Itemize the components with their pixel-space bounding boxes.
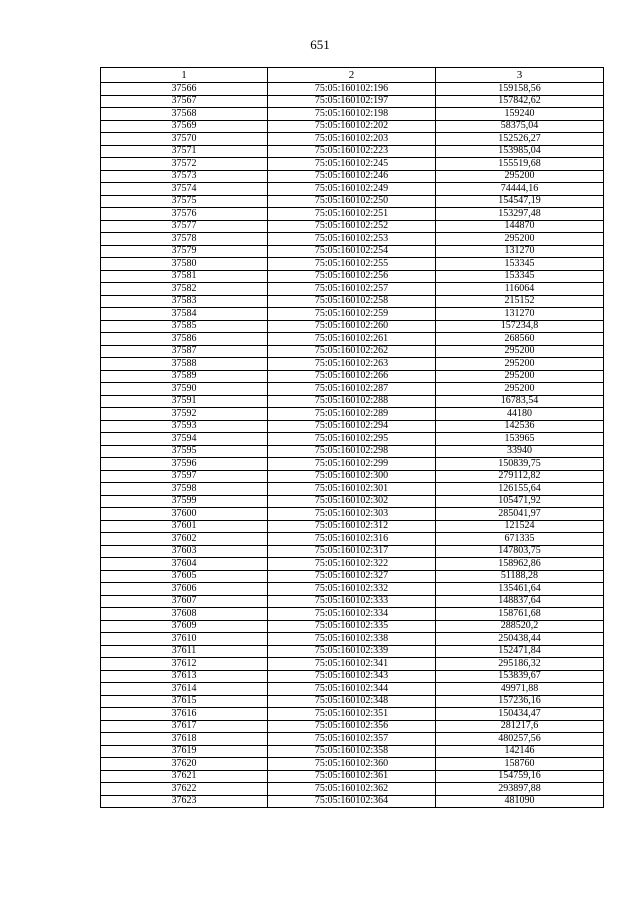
cadastral-value-cell: 105471,92 bbox=[436, 495, 604, 508]
table-row bbox=[101, 783, 604, 796]
table-row bbox=[101, 745, 604, 758]
table-row bbox=[101, 408, 604, 421]
cadastral-number-cell: 75:05:160102:251 bbox=[268, 208, 436, 221]
header-row bbox=[101, 68, 604, 83]
cadastral-value-cell: 153839,67 bbox=[436, 670, 604, 683]
cadastral-value-cell: 295200 bbox=[436, 370, 604, 383]
cadastral-value-cell: 126155,64 bbox=[436, 483, 604, 496]
cadastral-number-cell: 75:05:160102:253 bbox=[268, 233, 436, 246]
row-number-cell: 37599 bbox=[101, 495, 268, 508]
row-number-cell: 37612 bbox=[101, 658, 268, 671]
table-row bbox=[101, 770, 604, 783]
cadastral-number-cell: 75:05:160102:257 bbox=[268, 283, 436, 296]
cadastral-number-cell: 75:05:160102:335 bbox=[268, 620, 436, 633]
row-number-cell: 37614 bbox=[101, 683, 268, 696]
cadastral-number-cell: 75:05:160102:303 bbox=[268, 508, 436, 521]
cadastral-number-cell: 75:05:160102:197 bbox=[268, 95, 436, 108]
row-number-cell: 37594 bbox=[101, 433, 268, 446]
cadastral-number-cell: 75:05:160102:266 bbox=[268, 370, 436, 383]
table-row bbox=[101, 795, 604, 808]
cadastral-number-cell: 75:05:160102:334 bbox=[268, 608, 436, 621]
cadastral-value-cell: 295200 bbox=[436, 345, 604, 358]
table-row bbox=[101, 633, 604, 646]
cadastral-value-cell: 153985,04 bbox=[436, 145, 604, 158]
row-number-cell: 37607 bbox=[101, 595, 268, 608]
row-number-cell: 37593 bbox=[101, 420, 268, 433]
cadastral-number-cell: 75:05:160102:364 bbox=[268, 795, 436, 808]
row-number-cell: 37611 bbox=[101, 645, 268, 658]
row-number-cell: 37580 bbox=[101, 258, 268, 271]
row-number-cell: 37609 bbox=[101, 620, 268, 633]
table-row bbox=[101, 270, 604, 283]
cadastral-number-cell: 75:05:160102:196 bbox=[268, 83, 436, 96]
cadastral-number-cell: 75:05:160102:258 bbox=[268, 295, 436, 308]
row-number-cell: 37620 bbox=[101, 758, 268, 771]
cadastral-number-cell: 75:05:160102:245 bbox=[268, 158, 436, 171]
row-number-cell: 37570 bbox=[101, 133, 268, 146]
cadastral-number-cell: 75:05:160102:256 bbox=[268, 270, 436, 283]
cadastral-value-cell: 215152 bbox=[436, 295, 604, 308]
cadastral-number-cell: 75:05:160102:288 bbox=[268, 395, 436, 408]
cadastral-number-cell: 75:05:160102:260 bbox=[268, 320, 436, 333]
cadastral-number-cell: 75:05:160102:254 bbox=[268, 245, 436, 258]
cadastral-value-cell: 295200 bbox=[436, 383, 604, 396]
cadastral-value-cell: 142146 bbox=[436, 745, 604, 758]
cadastral-value-cell: 158962,86 bbox=[436, 558, 604, 571]
table-row bbox=[101, 258, 604, 271]
table-row bbox=[101, 245, 604, 258]
cadastral-value-cell: 121524 bbox=[436, 520, 604, 533]
row-number-cell: 37601 bbox=[101, 520, 268, 533]
row-number-cell: 37610 bbox=[101, 633, 268, 646]
row-number-cell: 37584 bbox=[101, 308, 268, 321]
row-number-cell: 37590 bbox=[101, 383, 268, 396]
cadastral-value-cell: 158760 bbox=[436, 758, 604, 771]
row-number-cell: 37598 bbox=[101, 483, 268, 496]
table-row bbox=[101, 533, 604, 546]
cadastral-number-cell: 75:05:160102:246 bbox=[268, 170, 436, 183]
row-number-cell: 37615 bbox=[101, 695, 268, 708]
row-number-cell: 37572 bbox=[101, 158, 268, 171]
cadastral-value-cell: 152526,27 bbox=[436, 133, 604, 146]
cadastral-value-cell: 150839,75 bbox=[436, 458, 604, 471]
cadastral-value-cell: 481090 bbox=[436, 795, 604, 808]
table-row bbox=[101, 145, 604, 158]
cadastral-value-cell: 153965 bbox=[436, 433, 604, 446]
row-number-cell: 37605 bbox=[101, 570, 268, 583]
table-row bbox=[101, 370, 604, 383]
cadastral-value-cell: 116064 bbox=[436, 283, 604, 296]
cadastral-value-cell: 74444,16 bbox=[436, 183, 604, 196]
table-row bbox=[101, 758, 604, 771]
cadastral-value-cell: 142536 bbox=[436, 420, 604, 433]
table-row bbox=[101, 445, 604, 458]
cadastral-number-cell: 75:05:160102:338 bbox=[268, 633, 436, 646]
table-row bbox=[101, 620, 604, 633]
cadastral-number-cell: 75:05:160102:333 bbox=[268, 595, 436, 608]
row-number-cell: 37589 bbox=[101, 370, 268, 383]
cadastral-value-cell: 159158,56 bbox=[436, 83, 604, 96]
cadastral-value-cell: 295200 bbox=[436, 233, 604, 246]
cadastral-number-cell: 75:05:160102:289 bbox=[268, 408, 436, 421]
table-row bbox=[101, 220, 604, 233]
row-number-cell: 37574 bbox=[101, 183, 268, 196]
cadastral-number-cell: 75:05:160102:351 bbox=[268, 708, 436, 721]
table-row bbox=[101, 733, 604, 746]
cadastral-value-cell: 285041,97 bbox=[436, 508, 604, 521]
table-row bbox=[101, 645, 604, 658]
column-header-3: 3 bbox=[436, 68, 604, 83]
cadastral-value-cell: 144870 bbox=[436, 220, 604, 233]
table-row bbox=[101, 183, 604, 196]
cadastral-number-cell: 75:05:160102:343 bbox=[268, 670, 436, 683]
cadastral-value-cell: 135461,64 bbox=[436, 583, 604, 596]
cadastral-value-cell: 158761,68 bbox=[436, 608, 604, 621]
cadastral-value-cell: 281217,6 bbox=[436, 720, 604, 733]
table-row bbox=[101, 358, 604, 371]
cadastral-value-cell: 157234,8 bbox=[436, 320, 604, 333]
table-row bbox=[101, 583, 604, 596]
cadastral-value-cell: 288520,2 bbox=[436, 620, 604, 633]
cadastral-value-cell: 154759,16 bbox=[436, 770, 604, 783]
row-number-cell: 37623 bbox=[101, 795, 268, 808]
cadastral-number-cell: 75:05:160102:250 bbox=[268, 195, 436, 208]
table-row bbox=[101, 695, 604, 708]
column-header-1: 1 bbox=[101, 68, 268, 83]
row-number-cell: 37604 bbox=[101, 558, 268, 571]
table-row bbox=[101, 545, 604, 558]
cadastral-value-cell: 152471,84 bbox=[436, 645, 604, 658]
cadastral-number-cell: 75:05:160102:252 bbox=[268, 220, 436, 233]
cadastral-number-cell: 75:05:160102:348 bbox=[268, 695, 436, 708]
row-number-cell: 37568 bbox=[101, 108, 268, 121]
row-number-cell: 37566 bbox=[101, 83, 268, 96]
cadastral-number-cell: 75:05:160102:341 bbox=[268, 658, 436, 671]
cadastral-number-cell: 75:05:160102:317 bbox=[268, 545, 436, 558]
cadastral-value-cell: 154547,19 bbox=[436, 195, 604, 208]
cadastral-value-cell: 293897,88 bbox=[436, 783, 604, 796]
cadastral-value-cell: 16783,54 bbox=[436, 395, 604, 408]
cadastral-value-cell: 671335 bbox=[436, 533, 604, 546]
cadastral-value-cell: 295186,32 bbox=[436, 658, 604, 671]
row-number-cell: 37582 bbox=[101, 283, 268, 296]
table-row bbox=[101, 233, 604, 246]
table-row bbox=[101, 333, 604, 346]
cadastral-value-table bbox=[100, 67, 604, 808]
row-number-cell: 37596 bbox=[101, 458, 268, 471]
row-number-cell: 37591 bbox=[101, 395, 268, 408]
table-row bbox=[101, 95, 604, 108]
column-header-2: 2 bbox=[268, 68, 436, 83]
cadastral-number-cell: 75:05:160102:361 bbox=[268, 770, 436, 783]
cadastral-value-cell: 58375,04 bbox=[436, 120, 604, 133]
cadastral-value-cell: 155519,68 bbox=[436, 158, 604, 171]
table-row bbox=[101, 483, 604, 496]
table-row bbox=[101, 170, 604, 183]
row-number-cell: 37567 bbox=[101, 95, 268, 108]
cadastral-value-cell: 150434,47 bbox=[436, 708, 604, 721]
table-row bbox=[101, 208, 604, 221]
row-number-cell: 37597 bbox=[101, 470, 268, 483]
cadastral-number-cell: 75:05:160102:301 bbox=[268, 483, 436, 496]
table-row bbox=[101, 420, 604, 433]
cadastral-number-cell: 75:05:160102:202 bbox=[268, 120, 436, 133]
cadastral-number-cell: 75:05:160102:312 bbox=[268, 520, 436, 533]
cadastral-value-cell: 153345 bbox=[436, 270, 604, 283]
cadastral-value-cell: 295200 bbox=[436, 170, 604, 183]
row-number-cell: 37588 bbox=[101, 358, 268, 371]
cadastral-number-cell: 75:05:160102:300 bbox=[268, 470, 436, 483]
table-row bbox=[101, 708, 604, 721]
table-row bbox=[101, 720, 604, 733]
cadastral-number-cell: 75:05:160102:261 bbox=[268, 333, 436, 346]
row-number-cell: 37579 bbox=[101, 245, 268, 258]
cadastral-value-cell: 295200 bbox=[436, 358, 604, 371]
row-number-cell: 37575 bbox=[101, 195, 268, 208]
table-row bbox=[101, 195, 604, 208]
cadastral-number-cell: 75:05:160102:322 bbox=[268, 558, 436, 571]
table-row bbox=[101, 508, 604, 521]
row-number-cell: 37587 bbox=[101, 345, 268, 358]
cadastral-number-cell: 75:05:160102:358 bbox=[268, 745, 436, 758]
cadastral-value-cell: 33940 bbox=[436, 445, 604, 458]
row-number-cell: 37617 bbox=[101, 720, 268, 733]
table-row bbox=[101, 658, 604, 671]
cadastral-value-cell: 131270 bbox=[436, 245, 604, 258]
table-row bbox=[101, 433, 604, 446]
table-row bbox=[101, 683, 604, 696]
row-number-cell: 37600 bbox=[101, 508, 268, 521]
cadastral-value-cell: 159240 bbox=[436, 108, 604, 121]
table-row bbox=[101, 120, 604, 133]
row-number-cell: 37576 bbox=[101, 208, 268, 221]
row-number-cell: 37595 bbox=[101, 445, 268, 458]
page-number: 651 bbox=[310, 37, 330, 52]
cadastral-number-cell: 75:05:160102:295 bbox=[268, 433, 436, 446]
cadastral-number-cell: 75:05:160102:299 bbox=[268, 458, 436, 471]
cadastral-number-cell: 75:05:160102:255 bbox=[268, 258, 436, 271]
cadastral-number-cell: 75:05:160102:339 bbox=[268, 645, 436, 658]
table-header bbox=[101, 68, 604, 83]
table-row bbox=[101, 608, 604, 621]
cadastral-value-cell: 157842,62 bbox=[436, 95, 604, 108]
row-number-cell: 37581 bbox=[101, 270, 268, 283]
cadastral-number-cell: 75:05:160102:316 bbox=[268, 533, 436, 546]
row-number-cell: 37586 bbox=[101, 333, 268, 346]
table-row bbox=[101, 320, 604, 333]
table-row bbox=[101, 470, 604, 483]
table-body bbox=[101, 83, 604, 808]
table-row bbox=[101, 458, 604, 471]
cadastral-number-cell: 75:05:160102:287 bbox=[268, 383, 436, 396]
row-number-cell: 37585 bbox=[101, 320, 268, 333]
cadastral-value-cell: 153345 bbox=[436, 258, 604, 271]
cadastral-value-cell: 157236,16 bbox=[436, 695, 604, 708]
table-row bbox=[101, 345, 604, 358]
cadastral-number-cell: 75:05:160102:332 bbox=[268, 583, 436, 596]
cadastral-value-cell: 480257,56 bbox=[436, 733, 604, 746]
row-number-cell: 37621 bbox=[101, 770, 268, 783]
cadastral-value-cell: 148837,64 bbox=[436, 595, 604, 608]
row-number-cell: 37619 bbox=[101, 745, 268, 758]
cadastral-number-cell: 75:05:160102:198 bbox=[268, 108, 436, 121]
row-number-cell: 37613 bbox=[101, 670, 268, 683]
cadastral-value-cell: 147803,75 bbox=[436, 545, 604, 558]
table-row bbox=[101, 295, 604, 308]
row-number-cell: 37569 bbox=[101, 120, 268, 133]
table-row bbox=[101, 133, 604, 146]
cadastral-value-cell: 44180 bbox=[436, 408, 604, 421]
table-row bbox=[101, 283, 604, 296]
row-number-cell: 37583 bbox=[101, 295, 268, 308]
cadastral-number-cell: 75:05:160102:263 bbox=[268, 358, 436, 371]
cadastral-number-cell: 75:05:160102:294 bbox=[268, 420, 436, 433]
cadastral-number-cell: 75:05:160102:262 bbox=[268, 345, 436, 358]
row-number-cell: 37622 bbox=[101, 783, 268, 796]
row-number-cell: 37592 bbox=[101, 408, 268, 421]
row-number-cell: 37602 bbox=[101, 533, 268, 546]
table-row bbox=[101, 495, 604, 508]
cadastral-number-cell: 75:05:160102:327 bbox=[268, 570, 436, 583]
cadastral-number-cell: 75:05:160102:362 bbox=[268, 783, 436, 796]
cadastral-value-cell: 268560 bbox=[436, 333, 604, 346]
cadastral-number-cell: 75:05:160102:249 bbox=[268, 183, 436, 196]
row-number-cell: 37618 bbox=[101, 733, 268, 746]
table-row bbox=[101, 520, 604, 533]
row-number-cell: 37608 bbox=[101, 608, 268, 621]
table-row bbox=[101, 308, 604, 321]
row-number-cell: 37573 bbox=[101, 170, 268, 183]
row-number-cell: 37606 bbox=[101, 583, 268, 596]
row-number-cell: 37603 bbox=[101, 545, 268, 558]
table-row bbox=[101, 108, 604, 121]
table-row bbox=[101, 595, 604, 608]
table-row bbox=[101, 670, 604, 683]
cadastral-number-cell: 75:05:160102:298 bbox=[268, 445, 436, 458]
cadastral-number-cell: 75:05:160102:223 bbox=[268, 145, 436, 158]
cadastral-value-cell: 279112,82 bbox=[436, 470, 604, 483]
cadastral-number-cell: 75:05:160102:344 bbox=[268, 683, 436, 696]
cadastral-number-cell: 75:05:160102:357 bbox=[268, 733, 436, 746]
cadastral-number-cell: 75:05:160102:360 bbox=[268, 758, 436, 771]
cadastral-value-cell: 49971,88 bbox=[436, 683, 604, 696]
row-number-cell: 37578 bbox=[101, 233, 268, 246]
table-row bbox=[101, 570, 604, 583]
table-row bbox=[101, 83, 604, 96]
cadastral-value-cell: 250438,44 bbox=[436, 633, 604, 646]
table-row bbox=[101, 395, 604, 408]
cadastral-number-cell: 75:05:160102:302 bbox=[268, 495, 436, 508]
row-number-cell: 37577 bbox=[101, 220, 268, 233]
row-number-cell: 37571 bbox=[101, 145, 268, 158]
cadastral-number-cell: 75:05:160102:356 bbox=[268, 720, 436, 733]
cadastral-value-cell: 153297,48 bbox=[436, 208, 604, 221]
table-row bbox=[101, 383, 604, 396]
row-number-cell: 37616 bbox=[101, 708, 268, 721]
cadastral-number-cell: 75:05:160102:259 bbox=[268, 308, 436, 321]
cadastral-value-cell: 131270 bbox=[436, 308, 604, 321]
table-row bbox=[101, 558, 604, 571]
cadastral-value-cell: 51188,28 bbox=[436, 570, 604, 583]
cadastral-number-cell: 75:05:160102:203 bbox=[268, 133, 436, 146]
table-row bbox=[101, 158, 604, 171]
